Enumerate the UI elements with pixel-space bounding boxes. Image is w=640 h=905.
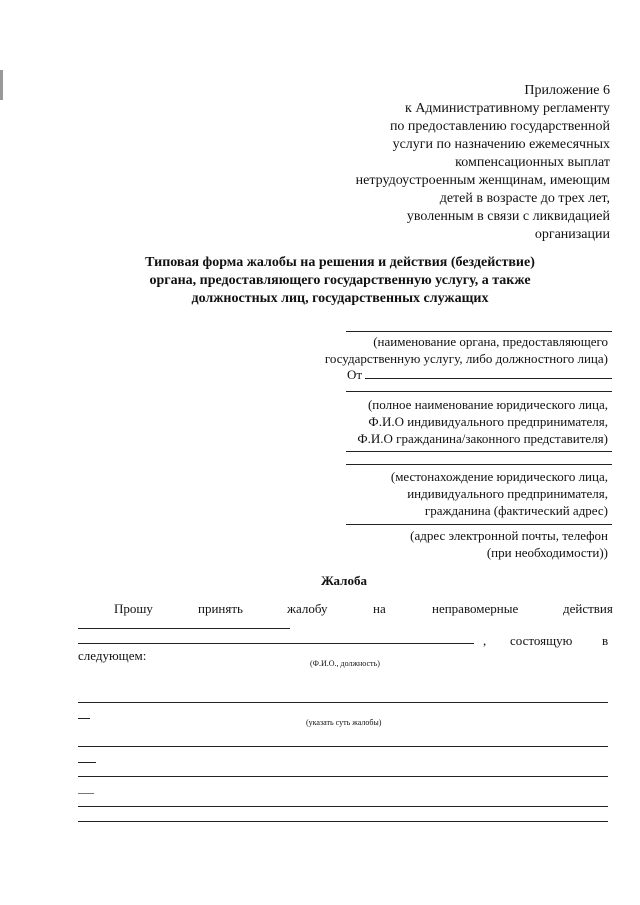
request-word: действия <box>563 601 613 616</box>
scan-edge-mark <box>0 70 3 100</box>
applicant-hint-line: Ф.И.О индивидуального предпринимателя, <box>368 414 608 429</box>
document-title <box>60 254 620 308</box>
consisting-word: состоящую <box>510 633 573 648</box>
organ-hint-line: государственную услугу, либо должностного лица) <box>324 351 608 366</box>
comma: , <box>483 633 487 648</box>
essence-line[interactable] <box>78 702 608 703</box>
essence-line[interactable] <box>78 746 608 747</box>
organ-hint-line: (наименование органа, предоставляющего <box>373 334 608 349</box>
location-hint-line: индивидуального предпринимателя, <box>407 486 608 501</box>
appendix-line: детей в возрасте до трех лет, <box>439 191 610 206</box>
title-line: Типовая форма жалобы на решения и действия (бездействие) <box>145 255 535 270</box>
essence-line[interactable] <box>78 776 608 777</box>
essence-hint: (указать суть жалобы) <box>306 718 382 727</box>
title-line: должностных лиц, государственных служащих <box>191 291 489 306</box>
request-word: жалобу <box>287 601 328 616</box>
fio-hint: (Ф.И.О., должность) <box>310 659 380 668</box>
contact-line[interactable] <box>346 524 612 525</box>
essence-dash <box>78 762 96 763</box>
in-word: в <box>602 633 609 648</box>
appendix-line: по предоставлению государственной <box>389 119 610 134</box>
title-line: органа, предоставляющего государственную услугу, а также <box>149 273 531 288</box>
request-word: на <box>373 601 386 616</box>
appendix-line: уволенным в связи с ликвидацией <box>406 209 610 224</box>
request-word: принять <box>198 601 243 616</box>
essence-line[interactable] <box>78 806 608 807</box>
from-name-line[interactable] <box>365 378 612 379</box>
appendix-block <box>210 82 610 244</box>
applicant-hint <box>208 396 608 447</box>
essence-dash <box>78 718 90 719</box>
contact-hint <box>208 527 608 561</box>
essence-line[interactable] <box>78 821 608 822</box>
following-word: следующем: <box>78 648 147 663</box>
applicant-extra-line[interactable] <box>346 451 612 452</box>
appendix-line: к Административному регламенту <box>405 101 610 116</box>
organ-hint <box>208 333 608 367</box>
organ-name-line[interactable] <box>346 331 612 332</box>
contact-hint-line: (при необходимости)) <box>486 545 608 560</box>
official-name-line-2[interactable] <box>78 643 474 644</box>
location-hint <box>208 468 608 519</box>
complaint-heading: Жалоба <box>321 573 367 588</box>
essence-dash <box>78 793 94 794</box>
location-line[interactable] <box>346 464 612 465</box>
applicant-name-line[interactable] <box>346 391 612 392</box>
appendix-line: организации <box>534 227 610 242</box>
request-word: Прошу <box>114 601 153 616</box>
applicant-hint-line: (полное наименование юридического лица, <box>367 397 608 412</box>
from-label: От <box>347 367 363 382</box>
applicant-hint-line: Ф.И.О гражданина/законного представителя) <box>357 431 608 446</box>
location-hint-line: гражданина (фактический адрес) <box>424 503 608 518</box>
request-word: неправомерные <box>432 601 519 616</box>
appendix-line: компенсационных выплат <box>455 155 610 170</box>
location-hint-line: (местонахождение юридического лица, <box>390 469 608 484</box>
appendix-line: нетрудоустроенным женщинам, имеющим <box>355 173 610 188</box>
contact-hint-line: (адрес электронной почты, телефон <box>410 528 608 543</box>
official-name-line[interactable] <box>78 628 290 629</box>
appendix-line: услуги по назначению ежемесячных <box>392 137 610 152</box>
appendix-line: Приложение 6 <box>524 83 610 98</box>
